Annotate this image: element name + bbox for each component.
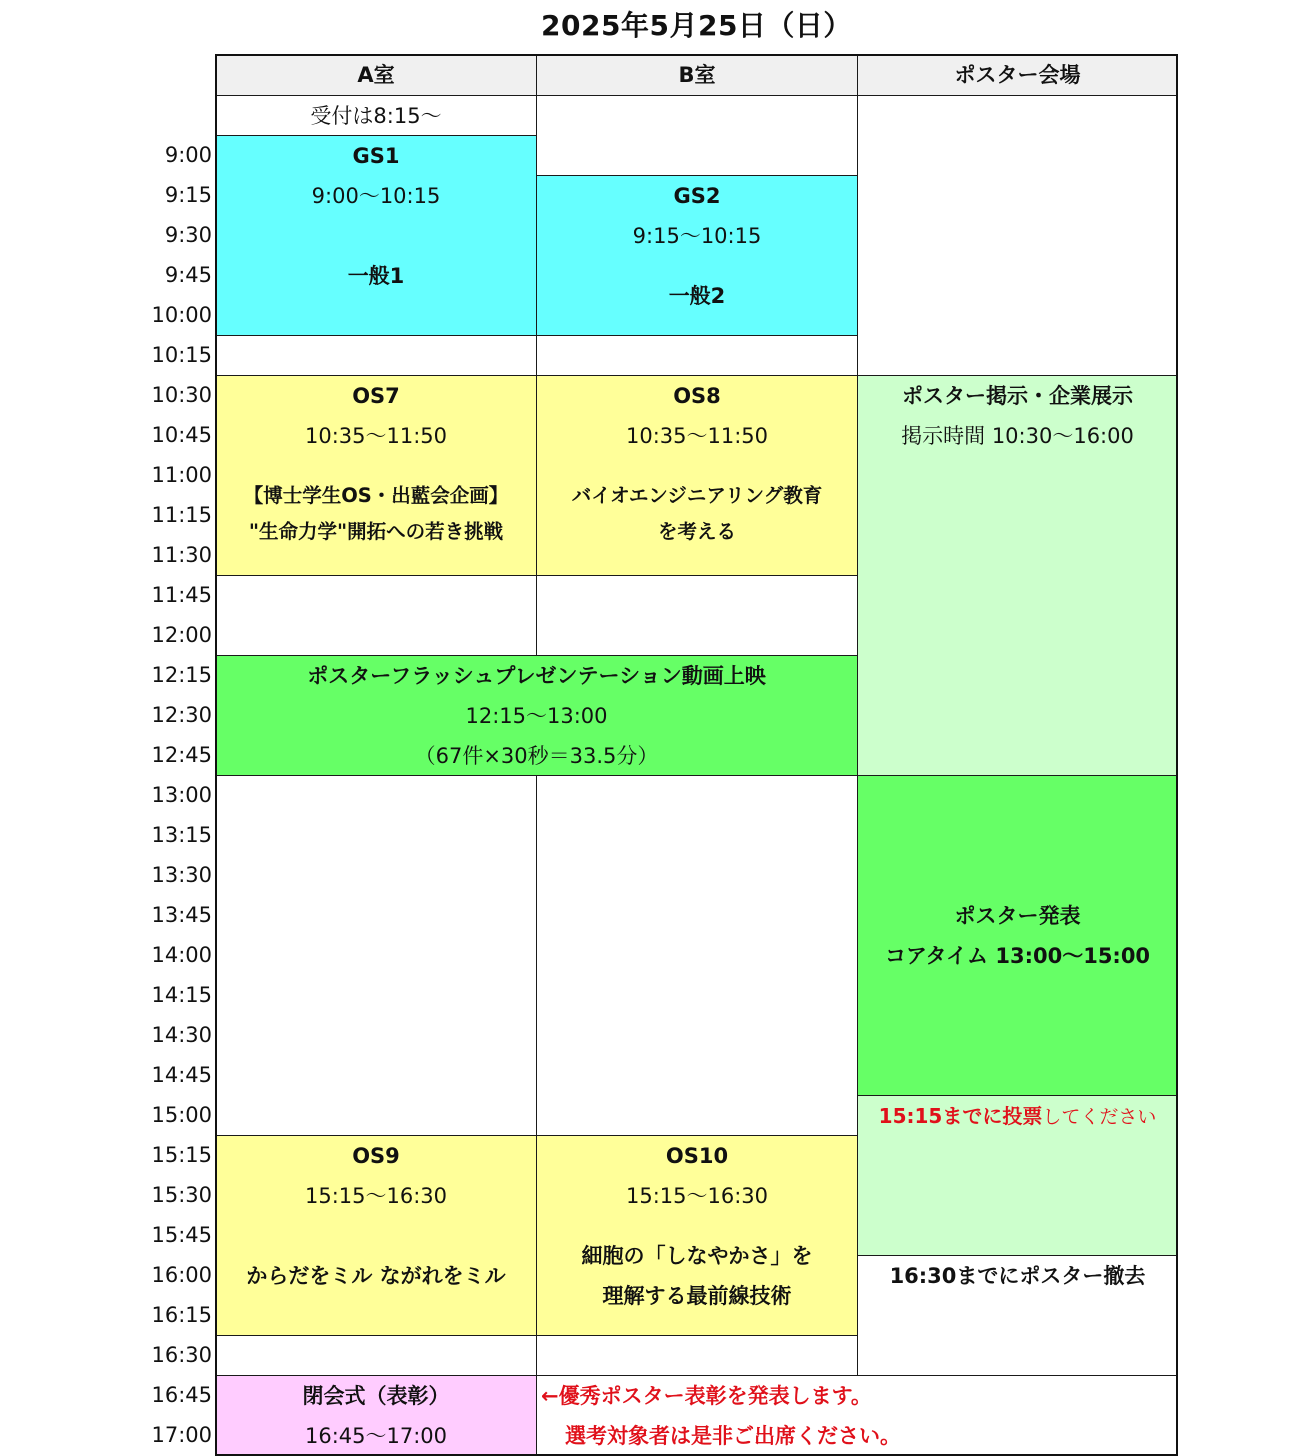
session-closing	[215, 1375, 537, 1456]
closing-note-cell	[536, 1375, 1178, 1456]
time-label: 13:30	[151, 863, 212, 887]
session-time: 9:15～10:15	[632, 224, 762, 248]
column-header-poster: ポスター会場	[857, 54, 1178, 96]
session-name: OS7	[352, 384, 400, 408]
time-label: 9:30	[164, 223, 212, 247]
time-label: 13:00	[151, 783, 212, 807]
session-name: GS2	[673, 184, 721, 208]
time-label: 17:00	[151, 1423, 212, 1447]
time-label: 12:45	[151, 743, 212, 767]
session-time: 掲示時間 10:30～16:00	[901, 424, 1134, 448]
session-name: ポスター掲示・企業展示	[902, 384, 1133, 408]
session-time: 10:35～11:50	[304, 424, 448, 448]
session-topic: 理解する最前線技術	[602, 1284, 792, 1308]
vote-deadline: 15:15までに投票	[878, 1104, 1043, 1128]
session-os10	[536, 1135, 858, 1336]
time-label: 12:15	[151, 663, 212, 687]
session-topic: 一般2	[668, 284, 726, 308]
session-name: ポスター発表	[954, 904, 1081, 928]
empty-cell	[536, 95, 858, 176]
session-time: 15:15～16:30	[304, 1184, 448, 1208]
vote-notice	[858, 1096, 1177, 1136]
time-label: 9:00	[164, 143, 212, 167]
time-label: 16:00	[151, 1263, 212, 1287]
session-note: （67件×30秒＝33.5分）	[414, 744, 659, 768]
empty-cell	[215, 775, 537, 1136]
session-topic: 一般1	[347, 264, 405, 288]
session-time: コアタイム 13:00～15:00	[884, 944, 1151, 968]
vote-request: してください	[1042, 1106, 1157, 1128]
time-label: 10:30	[151, 383, 212, 407]
time-label: 10:45	[151, 423, 212, 447]
time-label: 14:00	[151, 943, 212, 967]
poster-removal-text: 16:30までにポスター撤去	[889, 1264, 1146, 1288]
reception-text: 受付は8:15～	[310, 104, 442, 128]
reception-cell	[215, 95, 537, 136]
session-name: ポスターフラッシュプレゼンテーション動画上映	[307, 664, 766, 688]
page-title: 2025年5月25日（日）	[541, 9, 852, 42]
session-topic: を考える	[657, 520, 736, 543]
closing-note: ←優秀ポスター表彰を発表します。	[541, 1384, 872, 1408]
empty-cell	[536, 575, 858, 656]
time-label: 15:45	[151, 1223, 212, 1247]
session-topic: "生命力学"開拓への若き挑戦	[248, 520, 504, 543]
session-topic: バイオエンジニアリング教育	[571, 484, 823, 507]
time-label: 13:15	[151, 823, 212, 847]
poster-presentation	[857, 775, 1178, 1096]
time-label: 13:45	[151, 903, 212, 927]
session-os9	[215, 1135, 537, 1336]
session-time: 10:35～11:50	[625, 424, 769, 448]
time-label: 12:30	[151, 703, 212, 727]
session-flash-presentation	[215, 655, 858, 776]
time-label: 9:45	[164, 263, 212, 287]
time-label: 11:00	[151, 463, 212, 487]
poster-removal-cell	[857, 1255, 1178, 1376]
empty-cell	[536, 775, 858, 1136]
time-label: 16:15	[151, 1303, 212, 1327]
column-header-room-a: A室	[215, 54, 537, 96]
time-label: 9:15	[164, 183, 212, 207]
empty-cell	[857, 95, 1178, 376]
empty-cell	[215, 1335, 537, 1376]
session-os8	[536, 375, 858, 576]
session-topic: 細胞の「しなやかさ」を	[581, 1244, 813, 1268]
time-label: 10:15	[151, 343, 212, 367]
time-label: 16:45	[151, 1383, 212, 1407]
session-gs2	[536, 175, 858, 336]
empty-cell	[215, 335, 537, 376]
time-label: 15:15	[151, 1143, 212, 1167]
time-label: 14:15	[151, 983, 212, 1007]
time-label: 15:30	[151, 1183, 212, 1207]
session-os7	[215, 375, 537, 576]
session-time: 9:00～10:15	[311, 184, 441, 208]
session-time: 15:15～16:30	[625, 1184, 769, 1208]
time-label: 15:00	[151, 1103, 212, 1127]
time-label: 16:30	[151, 1343, 212, 1367]
time-label: 11:45	[151, 583, 212, 607]
empty-cell	[215, 575, 537, 656]
vote-cell	[857, 1095, 1178, 1256]
session-topic: からだをミル ながれをミル	[246, 1264, 506, 1288]
session-name: OS10	[665, 1144, 729, 1168]
column-header-room-b: B室	[536, 54, 858, 96]
session-name: GS1	[352, 144, 400, 168]
time-label: 14:45	[151, 1063, 212, 1087]
time-label: 11:30	[151, 543, 212, 567]
session-name: 閉会式（表彰）	[302, 1384, 450, 1408]
session-gs1	[215, 135, 537, 336]
time-label: 10:00	[151, 303, 212, 327]
time-label: 12:00	[151, 623, 212, 647]
time-label: 11:15	[151, 503, 212, 527]
empty-cell	[536, 335, 858, 376]
session-name: OS9	[352, 1144, 400, 1168]
time-label: 14:30	[151, 1023, 212, 1047]
closing-note: 選考対象者は是非ご出席ください。	[565, 1424, 901, 1448]
schedule-grid	[215, 54, 1178, 1456]
session-name: OS8	[673, 384, 721, 408]
session-time: 16:45～17:00	[304, 1424, 448, 1448]
session-time: 12:15～13:00	[465, 704, 608, 728]
poster-display	[857, 375, 1178, 776]
session-topic: 【博士学生OS・出藍会企画】	[243, 484, 509, 507]
empty-cell	[536, 1335, 858, 1376]
